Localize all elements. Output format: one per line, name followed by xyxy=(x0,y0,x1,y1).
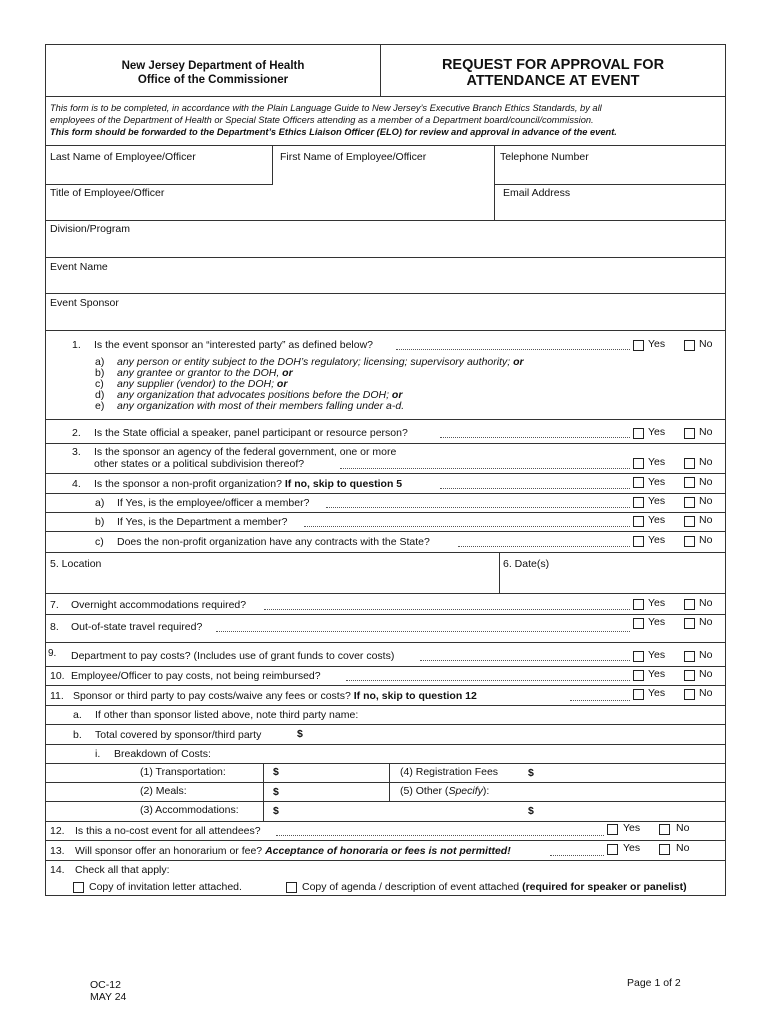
q4b-text: If Yes, is the Department a member? xyxy=(117,516,288,528)
agenda-label: Copy of agenda / description of event attached (required for speaker or panelist) xyxy=(302,881,687,893)
divider xyxy=(45,419,726,420)
q13-number: 13. xyxy=(50,845,65,857)
q2-number: 2. xyxy=(72,427,81,439)
q11i-letter: i. xyxy=(95,748,101,760)
q8-no-label: No xyxy=(699,616,713,628)
q11-yes-checkbox[interactable] xyxy=(633,689,644,700)
q1-yes-checkbox[interactable] xyxy=(633,340,644,351)
q4c-text: Does the non-profit organization have any contracts with the State? xyxy=(117,536,430,548)
q1-text: Is the event sponsor an “interested party” as defined below? xyxy=(94,339,373,351)
q12-yes-label: Yes xyxy=(623,822,641,834)
q9-yes-label: Yes xyxy=(648,649,666,661)
q8-yes-checkbox[interactable] xyxy=(633,618,644,629)
divider xyxy=(45,473,726,474)
divider xyxy=(440,437,630,438)
q11b-dollar: $ xyxy=(297,728,303,740)
telephone-label: Telephone Number xyxy=(500,151,589,163)
divider xyxy=(45,801,726,802)
q10-yes-label: Yes xyxy=(648,668,666,680)
q12-text: Is this a no-cost event for all attendees? xyxy=(75,825,261,837)
divider xyxy=(340,468,630,469)
divider xyxy=(45,220,726,221)
divider xyxy=(45,145,726,146)
q4a-yes-label: Yes xyxy=(648,495,666,507)
divider xyxy=(264,609,630,610)
q4-number: 4. xyxy=(72,478,81,490)
divider xyxy=(45,705,726,706)
location-label: 5. Location xyxy=(50,558,102,570)
divider xyxy=(272,145,273,185)
title-label: Title of Employee/Officer xyxy=(50,187,165,199)
q9-no-label: No xyxy=(699,649,713,661)
q1-item-text: any grantee or grantor to the DOH, or xyxy=(117,367,293,379)
q4b-no-label: No xyxy=(699,514,713,526)
q7-number: 7. xyxy=(50,599,59,611)
intro-line1: This form is to be completed, in accordance with the Plain Language Guide to New Jersey’s Executive Branch Ethics Standards, by all xyxy=(50,103,602,113)
q3-number: 3. xyxy=(72,446,81,458)
q1-item-text: any person or entity subject to the DOH’s regulatory; licensing; supervisory authority; or xyxy=(117,356,524,368)
q10-text: Employee/Officer to pay costs, not being reimbursed? xyxy=(71,670,321,682)
q3-no-label: No xyxy=(699,456,713,468)
divider xyxy=(45,614,726,615)
division-label: Division/Program xyxy=(50,223,130,235)
q14-number: 14. xyxy=(50,864,65,876)
email-label: Email Address xyxy=(503,187,571,199)
q13-no-label: No xyxy=(676,842,690,854)
q11a-letter: a. xyxy=(73,709,82,721)
q12-number: 12. xyxy=(50,825,65,837)
q4a-yes-checkbox[interactable] xyxy=(633,497,644,508)
q4a-text: If Yes, is the employee/officer a member? xyxy=(117,497,310,509)
q4-no-checkbox[interactable] xyxy=(684,477,695,488)
q13-yes-checkbox[interactable] xyxy=(607,844,618,855)
first-name-label: First Name of Employee/Officer xyxy=(280,151,427,163)
q4-no-label: No xyxy=(699,476,713,488)
divider xyxy=(396,349,630,350)
q7-yes-checkbox[interactable] xyxy=(633,599,644,610)
q11a-text: If other than sponsor listed above, note third party name: xyxy=(95,709,359,721)
divider xyxy=(45,293,726,294)
q8-text: Out-of-state travel required? xyxy=(71,621,203,633)
q1-item-letter: e) xyxy=(95,400,105,412)
divider xyxy=(499,552,500,594)
q1-item-letter: b) xyxy=(95,367,105,379)
other-label: (5) Other (Specify): xyxy=(400,785,490,797)
divider xyxy=(216,631,630,632)
form-code: OC-12 xyxy=(90,979,121,991)
q4b-no-checkbox[interactable] xyxy=(684,516,695,527)
q9-no-checkbox[interactable] xyxy=(684,651,695,662)
divider xyxy=(45,493,726,494)
q1-number: 1. xyxy=(72,339,81,351)
q4b-yes-checkbox[interactable] xyxy=(633,516,644,527)
q2-yes-label: Yes xyxy=(648,426,666,438)
q11b-letter: b. xyxy=(73,729,82,741)
divider xyxy=(45,642,726,643)
q4-text: Is the sponsor a non-profit organization? If no, skip to question 5 xyxy=(94,478,403,490)
q10-yes-checkbox[interactable] xyxy=(633,670,644,681)
q3-yes-label: Yes xyxy=(648,456,666,468)
divider xyxy=(45,184,273,185)
q4c-yes-label: Yes xyxy=(648,534,666,546)
q10-no-label: No xyxy=(699,668,713,680)
q3-text-line1: Is the sponsor an agency of the federal government, one or more xyxy=(94,446,397,458)
q11b-text: Total covered by sponsor/third party xyxy=(95,729,262,741)
divider xyxy=(304,526,630,527)
q1-item-text: any organization that advocates positions before the DOH; or xyxy=(117,389,403,401)
q2-no-label: No xyxy=(699,426,713,438)
q2-yes-checkbox[interactable] xyxy=(633,428,644,439)
q4c-yes-checkbox[interactable] xyxy=(633,536,644,547)
q2-no-checkbox[interactable] xyxy=(684,428,695,439)
q1-item-text: any organization with most of their members falling under a-d. xyxy=(117,400,405,412)
registration-dollar: $ xyxy=(528,767,534,779)
q3-no-checkbox[interactable] xyxy=(684,458,695,469)
divider xyxy=(45,860,726,861)
divider xyxy=(45,552,726,553)
last-name-label: Last Name of Employee/Officer xyxy=(50,151,196,163)
divider xyxy=(45,531,726,532)
q10-no-checkbox[interactable] xyxy=(684,670,695,681)
divider xyxy=(45,782,726,783)
q1-item-text: any supplier (vendor) to the DOH; or xyxy=(117,378,288,390)
invitation-letter-label: Copy of invitation letter attached. xyxy=(89,881,242,893)
q12-yes-checkbox[interactable] xyxy=(607,824,618,835)
q4a-no-label: No xyxy=(699,495,713,507)
invitation-letter-checkbox[interactable] xyxy=(73,882,84,893)
divider xyxy=(276,835,604,836)
q1-item-letter: a) xyxy=(95,356,105,368)
q9-yes-checkbox[interactable] xyxy=(633,651,644,662)
form-title-line1: REQUEST FOR APPROVAL FOR xyxy=(441,57,665,73)
q4c-no-checkbox[interactable] xyxy=(684,536,695,547)
divider xyxy=(45,257,726,258)
q7-no-label: No xyxy=(699,597,713,609)
q1-no-checkbox[interactable] xyxy=(684,340,695,351)
divider xyxy=(263,763,264,821)
q4b-yes-label: Yes xyxy=(648,514,666,526)
page-number: Page 1 of 2 xyxy=(627,977,681,989)
divider xyxy=(45,763,726,764)
accommodations-dollar: $ xyxy=(273,805,279,817)
transportation-dollar: $ xyxy=(273,766,279,778)
q1-no-label: No xyxy=(699,338,713,350)
intro-line2: employees of the Department of Health or Special State Officers attending as a member of a Department board/council/commission. xyxy=(50,115,594,125)
form-date: MAY 24 xyxy=(90,991,127,1003)
dates-label: 6. Date(s) xyxy=(503,558,550,570)
meals-dollar: $ xyxy=(273,786,279,798)
divider xyxy=(326,507,630,508)
department-name: New Jersey Department of Health xyxy=(121,60,305,72)
divider xyxy=(45,744,726,745)
q11-yes-label: Yes xyxy=(648,687,666,699)
q4c-letter: c) xyxy=(95,536,104,548)
divider xyxy=(45,443,726,444)
q10-number: 10. xyxy=(50,670,65,682)
divider xyxy=(494,184,726,185)
q1-yes-label: Yes xyxy=(648,338,666,350)
q7-yes-label: Yes xyxy=(648,597,666,609)
q2-text: Is the State official a speaker, panel participant or resource person? xyxy=(94,427,408,439)
divider xyxy=(440,488,630,489)
other-dollar: $ xyxy=(528,805,534,817)
q12-no-checkbox[interactable] xyxy=(659,824,670,835)
accommodations-label: (3) Accommodations: xyxy=(140,804,239,816)
q11-number: 11. xyxy=(50,690,64,702)
q7-no-checkbox[interactable] xyxy=(684,599,695,610)
divider xyxy=(45,724,726,725)
transportation-label: (1) Transportation: xyxy=(140,766,226,778)
q13-text: Will sponsor offer an honorarium or fee? Acceptance of honoraria or fees is not permitted! xyxy=(75,845,511,857)
q4b-letter: b) xyxy=(95,516,105,528)
divider xyxy=(570,700,630,701)
divider xyxy=(45,512,726,513)
q11-no-label: No xyxy=(699,687,713,699)
q8-no-checkbox[interactable] xyxy=(684,618,695,629)
q8-number: 8. xyxy=(50,621,59,633)
q4a-no-checkbox[interactable] xyxy=(684,497,695,508)
intro-line3: This form should be forwarded to the Department’s Ethics Liaison Officer (ELO) for review and approval in advance of the event. xyxy=(50,127,617,137)
q8-yes-label: Yes xyxy=(648,616,666,628)
divider xyxy=(45,330,726,331)
agenda-checkbox[interactable] xyxy=(286,882,297,893)
divider xyxy=(45,96,726,97)
q3-yes-checkbox[interactable] xyxy=(633,458,644,469)
event-sponsor-label: Event Sponsor xyxy=(50,297,119,309)
q4a-letter: a) xyxy=(95,497,105,509)
divider xyxy=(45,685,726,686)
q11-text: Sponsor or third party to pay costs/waive any fees or costs? If no, skip to question 12 xyxy=(73,690,477,702)
divider xyxy=(420,660,630,661)
q1-item-letter: c) xyxy=(95,378,104,390)
q11i-text: Breakdown of Costs: xyxy=(114,748,211,760)
q13-no-checkbox[interactable] xyxy=(659,844,670,855)
divider xyxy=(45,593,726,594)
q14-text: Check all that apply: xyxy=(75,864,170,876)
divider xyxy=(346,680,630,681)
divider xyxy=(45,840,726,841)
q11-no-checkbox[interactable] xyxy=(684,689,695,700)
form-title-line2: ATTENDANCE AT EVENT xyxy=(466,73,640,89)
q13-yes-label: Yes xyxy=(623,842,641,854)
divider xyxy=(550,855,604,856)
q4-yes-checkbox[interactable] xyxy=(633,477,644,488)
event-name-label: Event Name xyxy=(50,261,108,273)
q7-text: Overnight accommodations required? xyxy=(71,599,247,611)
q4-yes-label: Yes xyxy=(648,476,666,488)
q9-number: 9. xyxy=(48,648,57,659)
divider xyxy=(458,546,630,547)
office-name: Office of the Commissioner xyxy=(137,74,289,86)
q3-text-line2: other states or a political subdivision thereof? xyxy=(94,458,305,470)
q1-item-letter: d) xyxy=(95,389,105,401)
q9-text: Department to pay costs? (Includes use of grant funds to cover costs) xyxy=(71,650,395,662)
q12-no-label: No xyxy=(676,822,690,834)
divider xyxy=(45,666,726,667)
meals-label: (2) Meals: xyxy=(140,785,187,797)
registration-label: (4) Registration Fees xyxy=(400,766,499,778)
q4c-no-label: No xyxy=(699,534,713,546)
divider xyxy=(494,145,495,221)
